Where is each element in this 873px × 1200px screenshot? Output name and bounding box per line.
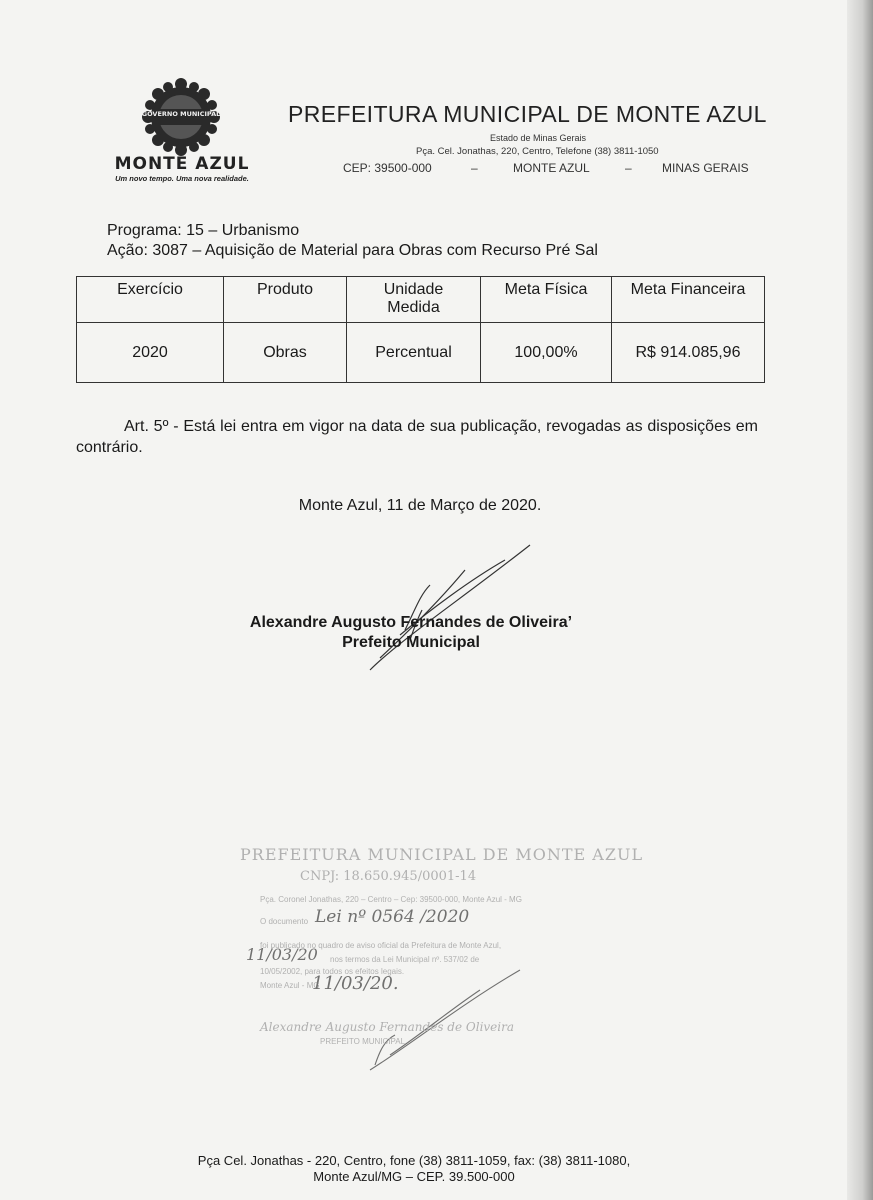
signatory-name: Alexandre Augusto Fernandes de Oliveira’	[249, 614, 573, 631]
table-cell: Percentual	[347, 323, 481, 383]
publication-stamp	[230, 845, 644, 1075]
handwritten-signature-icon	[340, 540, 540, 680]
gear-emblem-icon	[134, 78, 228, 156]
signatory-role: Prefeito Municipal	[342, 634, 480, 651]
table-row	[77, 323, 765, 383]
table-header-cell: Meta Financeira	[612, 277, 765, 323]
header-address: Pça. Cel. Jonathas, 220, Centro, Telefone (38) 3811-1050	[416, 146, 659, 157]
goals-table	[76, 276, 765, 383]
header-dash: –	[471, 161, 478, 175]
header-city: MONTE AZUL	[513, 161, 590, 175]
document-date: Monte Azul, 11 de Março de 2020.	[298, 497, 542, 514]
table-header-row	[77, 277, 765, 323]
stamp-signature-name: Alexandre Augusto Fernandes de Oliveira	[260, 1020, 515, 1034]
table-cell: R$ 914.085,96	[612, 323, 765, 383]
table-header-cell: Exercício	[77, 277, 224, 323]
table-cell: Obras	[224, 323, 347, 383]
header-region: MINAS GERAIS	[662, 161, 749, 175]
stamp-address: Pça. Coronel Jonathas, 220 – Centro – Cep: 39500-000, Monte Azul - MG	[260, 895, 522, 904]
stamp-date-handwritten: 11/03/20	[246, 945, 318, 964]
stamp-publication-line: foi publicado no quadro de aviso oficial da Prefeitura de Monte Azul,	[260, 941, 502, 950]
logo-slogan: Um novo tempo. Uma nova realidade.	[115, 174, 249, 183]
header-cep: CEP: 39500-000	[343, 161, 432, 175]
municipal-logo	[112, 78, 252, 183]
stamp-city-line: Monte Azul - MG	[260, 981, 320, 990]
footer-city-cep: Monte Azul/MG – CEP. 39.500-000	[313, 1169, 515, 1184]
stamp-doc-label: O documento	[260, 917, 309, 926]
stamp-role: PREFEITO MUNICIPAL	[320, 1037, 406, 1046]
stamp-doc-handwritten: Lei nº 0564 /2020	[315, 907, 470, 927]
article-text: Art. 5º - Está lei entra em vigor na data de sua publicação, revogadas as disposições em contrário.	[76, 418, 758, 456]
page-edge	[847, 0, 873, 1200]
table-header-cell: Meta Física	[481, 277, 612, 323]
stamp-effects-line: 10/05/2002, para todos os efeitos legais.	[260, 967, 405, 976]
logo-name: MONTE AZUL	[114, 154, 250, 174]
table-header-cell: Produto	[224, 277, 347, 323]
stamp-title: PREFEITURA MUNICIPAL DE MONTE AZUL	[240, 845, 644, 864]
stamp-city-date-handwritten: 11/03/20.	[312, 973, 399, 994]
action-line: Ação: 3087 – Aquisição de Material para Obras com Recurso Pré Sal	[107, 242, 598, 259]
stamp-terms-line: nos termos da Lei Municipal nº. 537/02 de	[330, 955, 480, 964]
stamp-cnpj: CNPJ: 18.650.945/0001-14	[300, 869, 477, 884]
program-line: Programa: 15 – Urbanismo	[107, 222, 300, 239]
svg-text:GOVERNO MUNICIPAL: GOVERNO MUNICIPAL	[141, 110, 221, 118]
footer-address: Pça Cel. Jonathas - 220, Centro, fone (38) 3811-1059, fax: (38) 3811-1080,	[197, 1153, 631, 1168]
header-title: PREFEITURA MUNICIPAL DE MONTE AZUL	[288, 101, 767, 127]
header-state: Estado de Minas Gerais	[490, 133, 587, 143]
table-header-cell: Unidade Medida	[347, 277, 481, 323]
table-cell: 2020	[77, 323, 224, 383]
header-dash: –	[625, 161, 632, 175]
table-cell: 100,00%	[481, 323, 612, 383]
